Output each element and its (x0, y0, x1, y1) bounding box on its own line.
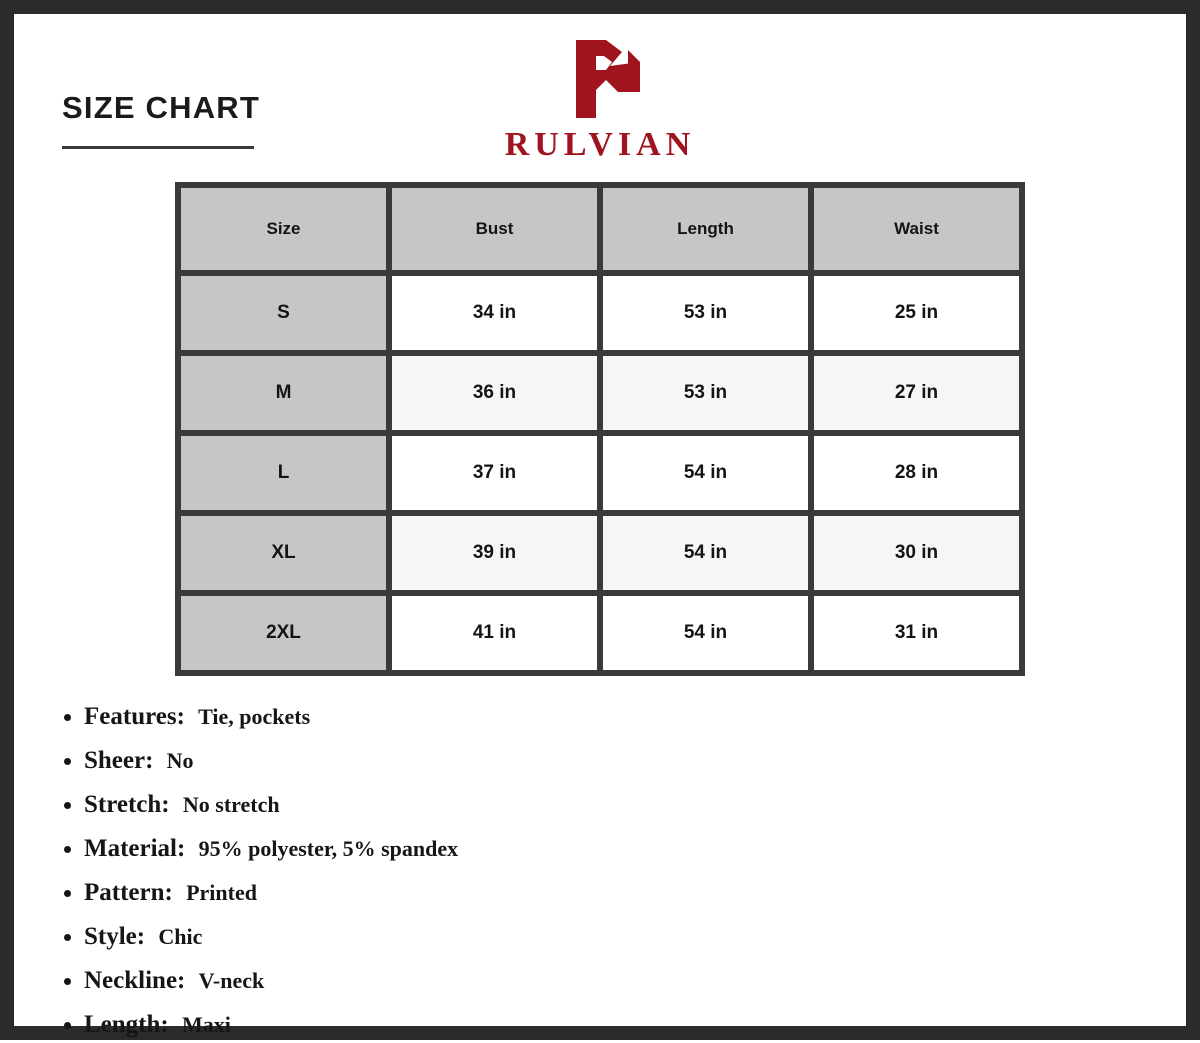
cell-waist: 28 in (814, 436, 1019, 510)
spec-label: Features: (84, 703, 185, 730)
size-table-body (181, 276, 1019, 670)
spec-value: Chic (158, 924, 203, 949)
brand-block (14, 36, 1186, 164)
cell-waist: 25 in (814, 276, 1019, 350)
table-row (181, 516, 1019, 590)
product-specs-list (58, 698, 1186, 1043)
spec-value: No (166, 748, 194, 773)
page-content (14, 14, 1186, 1038)
cell-bust: 36 in (392, 356, 597, 430)
list-item (58, 698, 1186, 735)
cell-bust: 37 in (392, 436, 597, 510)
spec-label: Stretch: (84, 791, 170, 818)
table-row (181, 356, 1019, 430)
cell-length: 54 in (603, 516, 808, 590)
column-header-length: Length (603, 188, 808, 270)
cell-length: 54 in (603, 596, 808, 670)
column-header-size: Size (181, 188, 386, 270)
list-item (58, 918, 1186, 955)
size-table (175, 182, 1025, 676)
size-table-wrapper (175, 182, 1025, 676)
cell-size: M (181, 356, 386, 430)
spec-label: Pattern: (84, 879, 173, 906)
cell-length: 53 in (603, 276, 808, 350)
page-title: SIZE CHART (62, 90, 260, 125)
cell-waist: 31 in (814, 596, 1019, 670)
list-item (58, 874, 1186, 911)
spec-value: Tie, pockets (198, 704, 311, 729)
cell-size: 2XL (181, 596, 386, 670)
spec-label: Length: (84, 1011, 169, 1038)
table-row (181, 276, 1019, 350)
table-row (181, 436, 1019, 510)
cell-waist: 27 in (814, 356, 1019, 430)
spec-value: Maxi (181, 1012, 231, 1037)
spec-label: Sheer: (84, 747, 154, 774)
spec-value: 95% polyester, 5% spandex (198, 836, 459, 861)
spec-label: Material: (84, 835, 186, 862)
list-item (58, 786, 1186, 823)
cell-waist: 30 in (814, 516, 1019, 590)
brand-name: RULVIAN (504, 126, 696, 163)
cell-bust: 41 in (392, 596, 597, 670)
list-item (58, 742, 1186, 779)
spec-value: No stretch (182, 792, 280, 817)
column-header-bust: Bust (392, 188, 597, 270)
cell-size: L (181, 436, 386, 510)
list-item (58, 1006, 1186, 1043)
cell-length: 53 in (603, 356, 808, 430)
rulvian-r-monogram-icon (548, 36, 652, 122)
table-header-row (181, 188, 1019, 270)
spec-label: Neckline: (84, 967, 186, 994)
size-table-head (181, 188, 1019, 270)
spec-value: Printed (186, 880, 257, 905)
spec-label: Style: (84, 923, 146, 950)
list-item (58, 830, 1186, 867)
table-row (181, 596, 1019, 670)
cell-size: XL (181, 516, 386, 590)
column-header-waist: Waist (814, 188, 1019, 270)
header (14, 14, 1186, 182)
spec-value: V-neck (198, 968, 265, 993)
cell-bust: 39 in (392, 516, 597, 590)
cell-bust: 34 in (392, 276, 597, 350)
cell-size: S (181, 276, 386, 350)
cell-length: 54 in (603, 436, 808, 510)
list-item (58, 962, 1186, 999)
